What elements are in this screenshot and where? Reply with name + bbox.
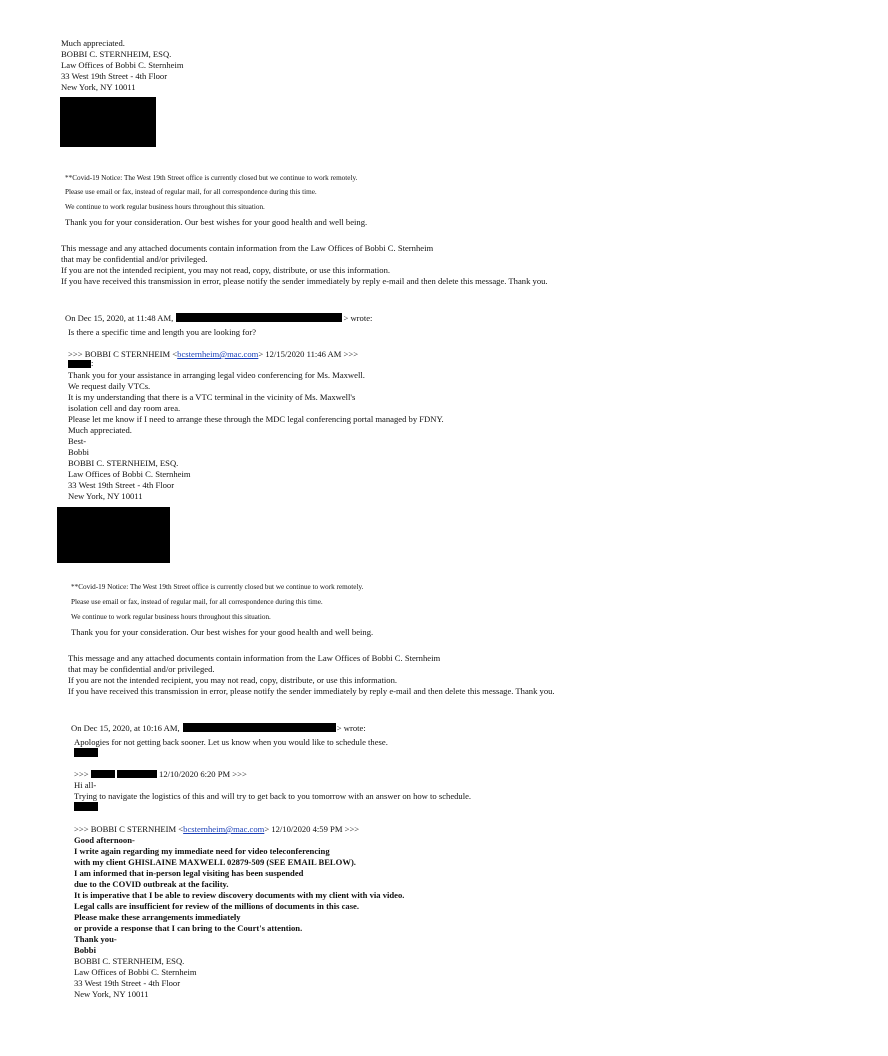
sig-line: 33 West 19th Street - 4th Floor xyxy=(61,71,168,81)
email-link[interactable]: bcsternheim@mac.com xyxy=(177,349,259,359)
covid-notice-line: **Covid-19 Notice: The West 19th Street office is currently closed but we continue to work remotely. xyxy=(71,583,364,591)
redaction-box xyxy=(60,97,156,147)
message-line: Please let me know if I need to arrange these through the MDC legal conferencing portal managed by FDNY. xyxy=(68,414,444,424)
sig-line: BOBBI C. STERNHEIM, ESQ. xyxy=(74,956,185,966)
disclaimer-line: that may be confidential and/or privileged. xyxy=(61,254,208,264)
sig-line: 33 West 19th Street - 4th Floor xyxy=(68,480,175,490)
covid-notice-line: Please use email or fax, instead of regular mail, for all correspondence during this time. xyxy=(65,188,317,196)
quoted-header-suffix: 12/10/2020 6:20 PM >>> xyxy=(159,769,247,779)
quoted-header-suffix: > 12/15/2020 11:46 AM >>> xyxy=(258,349,359,359)
redaction-box xyxy=(74,802,98,811)
sig-line: New York, NY 10011 xyxy=(68,491,143,501)
reply-header-suffix: > wrote: xyxy=(343,313,373,323)
sig-line: Law Offices of Bobbi C. Sternheim xyxy=(68,469,191,479)
covid-notice-line: Please use email or fax, instead of regular mail, for all correspondence during this time. xyxy=(71,598,323,606)
reply-header-prefix: On Dec 15, 2020, at 10:16 AM, xyxy=(71,723,180,733)
message-line: Much appreciated. xyxy=(68,425,132,435)
disclaimer-line: If you have received this transmission in error, please notify the sender immediately by reply e-mail and then delete this message. Thank you. xyxy=(68,686,555,696)
redaction-box xyxy=(183,723,336,732)
disclaimer-line: If you are not the intended recipient, you may not read, copy, distribute, or use this information. xyxy=(61,265,391,275)
quoted-header-prefix: >>> xyxy=(74,769,89,779)
message-line: Trying to navigate the logistics of this and will try to get back to you tomorrow with an answer on how to schedule. xyxy=(74,791,472,801)
message-line: Apologies for not getting back sooner. Let us know when you would like to schedule these. xyxy=(74,737,388,747)
message-line: isolation cell and day room area. xyxy=(68,403,181,413)
covid-notice-line: We continue to work regular business hours throughout this situation. xyxy=(65,203,265,211)
email-link[interactable]: bcsternheim@mac.com xyxy=(183,824,265,834)
covid-notice-line: **Covid-19 Notice: The West 19th Street office is currently closed but we continue to work remotely. xyxy=(65,174,358,182)
bold-line: Please make these arrangements immediately xyxy=(74,912,241,922)
sig-line: Much appreciated. xyxy=(61,38,125,48)
bold-line: I am informed that in-person legal visiting has been suspended xyxy=(74,868,304,878)
quoted-header-prefix: >>> BOBBI C STERNHEIM < xyxy=(68,349,178,359)
reply-header xyxy=(65,313,372,323)
redaction-box xyxy=(57,507,170,563)
bold-line: Good afternoon- xyxy=(74,835,135,845)
bold-line: I write again regarding my immediate need for video teleconferencing xyxy=(74,846,330,856)
sig-line: BOBBI C. STERNHEIM, ESQ. xyxy=(61,49,172,59)
quoted-header-prefix: >>> BOBBI C STERNHEIM < xyxy=(74,824,184,834)
sig-line: Law Offices of Bobbi C. Sternheim xyxy=(74,967,197,977)
redaction-box xyxy=(74,748,98,757)
bold-line: due to the COVID outbreak at the facility. xyxy=(74,879,229,889)
thanks-line: Thank you for your consideration. Our best wishes for your good health and well being. xyxy=(71,627,374,637)
disclaimer-line: This message and any attached documents contain information from the Law Offices of Bobbi C. Sternheim xyxy=(68,653,441,663)
quoted-header xyxy=(68,349,358,359)
covid-notice-line: We continue to work regular business hours throughout this situation. xyxy=(71,613,271,621)
reply-header-suffix: > wrote: xyxy=(336,723,366,733)
redaction-box xyxy=(117,770,157,778)
redaction-box xyxy=(91,770,115,778)
quoted-header-suffix: > 12/10/2020 4:59 PM >>> xyxy=(264,824,360,834)
sig-line: New York, NY 10011 xyxy=(61,82,136,92)
sig-line: New York, NY 10011 xyxy=(74,989,149,999)
message-line: Is there a specific time and length you are looking for? xyxy=(68,327,257,337)
redaction-box xyxy=(68,358,94,368)
quoted-header xyxy=(74,824,359,834)
greeting-suffix: : xyxy=(91,358,94,368)
reply-header-prefix: On Dec 15, 2020, at 11:48 AM, xyxy=(65,313,174,323)
bold-line: with my client GHISLAINE MAXWELL 02879-509 (SEE EMAIL BELOW). xyxy=(74,857,356,867)
redaction-box xyxy=(176,313,342,322)
bold-line: or provide a response that I can bring to the Court's attention. xyxy=(74,923,303,933)
message-line: Bobbi xyxy=(68,447,90,457)
disclaimer-line: that may be confidential and/or privileged. xyxy=(68,664,215,674)
disclaimer-line: This message and any attached documents contain information from the Law Offices of Bobbi C. Sternheim xyxy=(61,243,434,253)
sig-line: 33 West 19th Street - 4th Floor xyxy=(74,978,181,988)
bold-line: Thank you- xyxy=(74,934,117,944)
disclaimer-line: If you are not the intended recipient, you may not read, copy, distribute, or use this information. xyxy=(68,675,398,685)
reply-header xyxy=(71,723,366,733)
message-line: It is my understanding that there is a VTC terminal in the vicinity of Ms. Maxwell's xyxy=(68,392,356,402)
message-line: Best- xyxy=(68,436,87,446)
bold-line: Legal calls are insufficient for review of the millions of documents in this case. xyxy=(74,901,360,911)
bold-line: Bobbi xyxy=(74,945,96,955)
bold-line: It is imperative that I be able to review discovery documents with my client with via video. xyxy=(74,890,405,900)
message-line: Hi all- xyxy=(74,780,97,790)
thanks-line: Thank you for your consideration. Our best wishes for your good health and well being. xyxy=(65,217,368,227)
disclaimer-line: If you have received this transmission in error, please notify the sender immediately by reply e-mail and then delete this message. Thank you. xyxy=(61,276,548,286)
message-line: Thank you for your assistance in arranging legal video conferencing for Ms. Maxwell. xyxy=(68,370,365,380)
sig-line: Law Offices of Bobbi C. Sternheim xyxy=(61,60,184,70)
sig-line: BOBBI C. STERNHEIM, ESQ. xyxy=(68,458,179,468)
message-line: We request daily VTCs. xyxy=(68,381,151,391)
quoted-header xyxy=(74,769,247,779)
